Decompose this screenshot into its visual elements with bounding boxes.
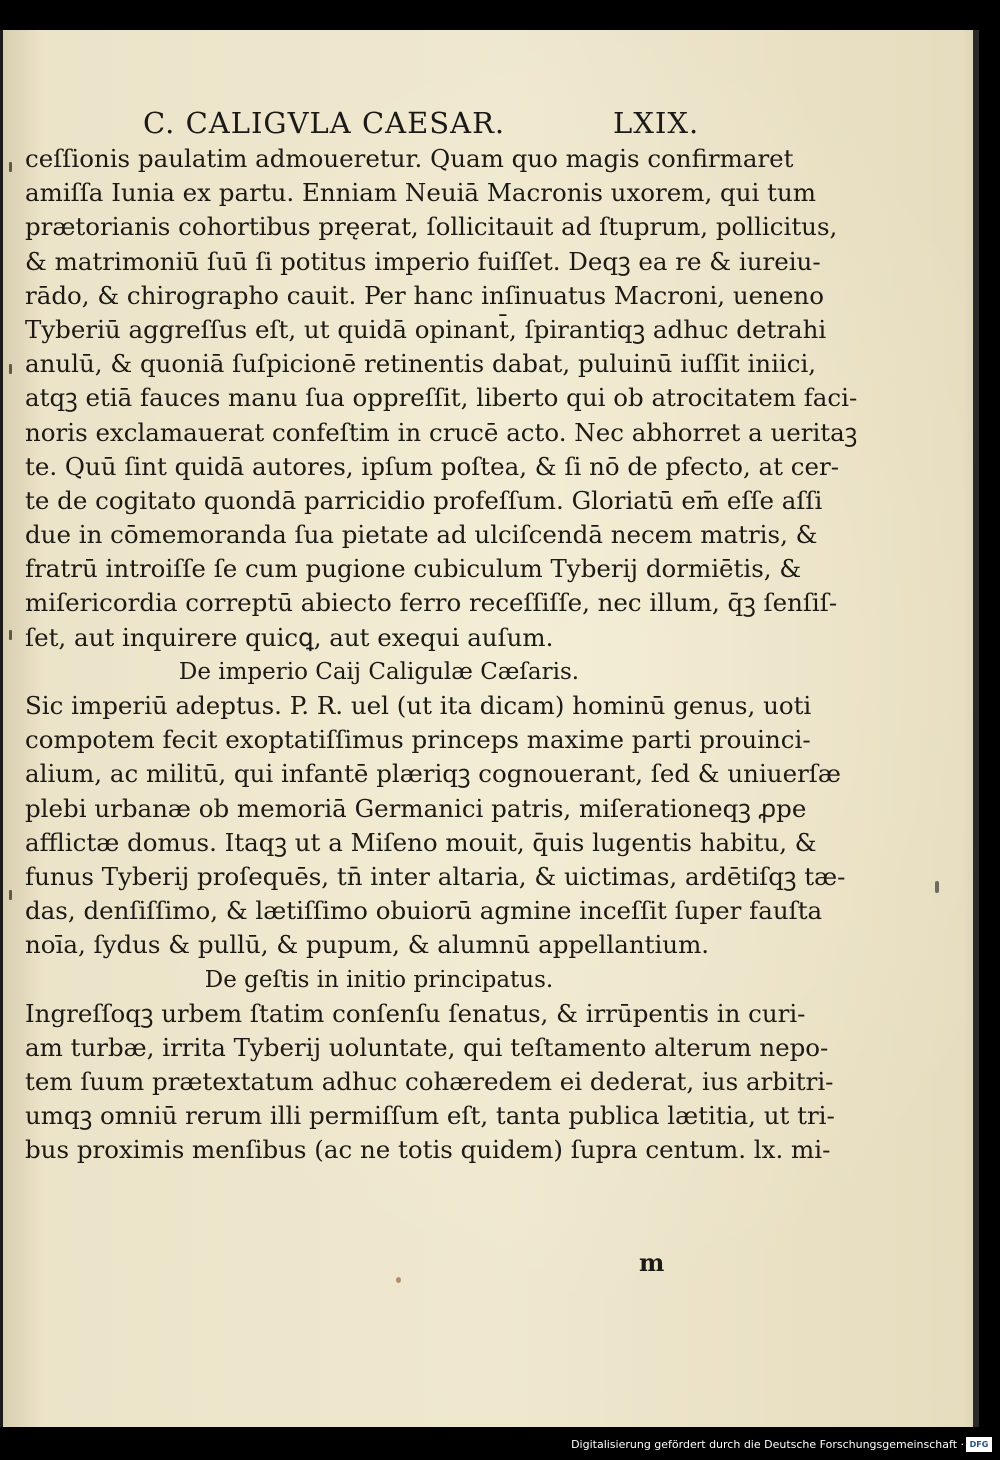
paragraph-3 bbox=[25, 997, 835, 1168]
text-line: ſet, aut inquirere quicꝗ, aut exequi auſum. bbox=[25, 622, 554, 652]
paragraph-1 bbox=[25, 142, 858, 655]
text-line: noris exclamauerat confeſtim in crucē acto. Nec abhorret a ueritaꝫ bbox=[25, 417, 858, 447]
text-line: rādo, & chirographo cauit. Per hanc inſinuatus Macroni, ueneno bbox=[25, 280, 824, 310]
gutter-mark bbox=[9, 630, 12, 640]
text-line: das, denſiſſimo, & lætiſſimo obuiorū agmine inceſſit ſuper fauſta bbox=[25, 896, 823, 926]
text-line: funus Tyberij proſequēs, tn̄ inter altaria, & uictimas, ardētiſqꝫ tæ‑ bbox=[25, 861, 846, 891]
text-line: tem ſuum prætextatum adhuc cohæredem ei dederat, ius arbitri‑ bbox=[25, 1067, 834, 1097]
text-line: amiſſa Iunia ex partu. Enniam Neuiā Macronis uxorem, qui tum bbox=[25, 178, 816, 208]
dfg-logo: DFG bbox=[966, 1437, 992, 1452]
text-line: atqꝫ etiā fauces manu ſua oppreſſit, liberto qui ob atrocitatem faci‑ bbox=[25, 383, 858, 413]
text-line: te de cogitato quondā parricidio profeſſum. Gloriatū em̄ eſſe aſſi bbox=[25, 485, 823, 515]
margin-mark bbox=[935, 881, 939, 893]
text-line: plebi urbanæ ob memoriā Germanici patris, miſerationeqꝫ ꝓpe bbox=[25, 793, 807, 823]
text-line: te. Quū ſint quidā autores, ipſum poſtea, & ſi nō de pfecto, at cer‑ bbox=[25, 451, 839, 481]
gutter-mark bbox=[9, 364, 12, 374]
running-head bbox=[3, 106, 979, 146]
folio-number: LXIX. bbox=[613, 106, 700, 140]
catchword: m bbox=[639, 1248, 665, 1277]
paper-stain bbox=[396, 1277, 401, 1283]
text-line: Tyberiū aggreſſus eſt, ut quidā opinant̄, ſpirantiqꝫ adhuc detrahi bbox=[25, 314, 827, 344]
book-page bbox=[0, 30, 979, 1427]
text-line: bus proximis menſibus (ac ne totis quidem) ſupra centum. lx. mi‑ bbox=[25, 1135, 831, 1165]
funding-credit: Digitalisierung gefördert durch die Deutsche Forschungsgemeinschaft · bbox=[571, 1438, 964, 1451]
paragraph-2 bbox=[25, 689, 846, 963]
text-line: noīa, ſydus & pullū, & pupum, & alumnū appellantium. bbox=[25, 930, 710, 960]
text-line: fratrū introiſſe ſe cum pugione cubiculum Tyberij dormiētis, & bbox=[25, 554, 802, 584]
text-line: compotem fecit exoptatiſſimus princeps maxime parti prouinci‑ bbox=[25, 725, 811, 755]
text-line: due in cōmemoranda ſua pietate ad ulciſcendā necem matris, & bbox=[25, 520, 818, 550]
text-line: am turbæ, irrita Tyberij uoluntate, qui teſtamento alterum nepo‑ bbox=[25, 1032, 829, 1062]
section-heading: De geſtis in initio principatus. bbox=[204, 966, 554, 993]
text-line: alium, ac militū, qui infantē plæriqꝫ cognouerant, ſed & uniuerſæ bbox=[25, 759, 841, 789]
text-line: Ingreſſoqꝫ urbem ſtatim conſenſu ſenatus, & irrūpentis in curi‑ bbox=[25, 998, 806, 1028]
text-line: ceſſionis paulatim admoueretur. Quam quo magis confirmaret bbox=[25, 144, 794, 173]
text-block bbox=[25, 142, 858, 1168]
text-line: & matrimoniū ſuū ſi potitus imperio fuiſſet. Deqꝫ ea re & iureiu‑ bbox=[25, 246, 821, 276]
section-heading: De imperio Caij Caligulæ Cæſaris. bbox=[178, 658, 580, 685]
text-line: anulū, & quoniā ſuſpicionē retinentis dabat, puluinū iuſſit iniici, bbox=[25, 349, 817, 379]
gutter-mark bbox=[9, 162, 12, 172]
running-title: C. CALIGVLA CAESAR. bbox=[143, 106, 506, 140]
footer-bar bbox=[0, 1427, 1000, 1460]
text-line: afflictæ domus. Itaqꝫ ut a Miſeno mouit, q̄uis lugentis habitu, & bbox=[25, 827, 817, 857]
text-line: umqꝫ omniū rerum illi permiſſum eſt, tanta publica lætitia, ut tri‑ bbox=[25, 1101, 835, 1131]
text-line: prætorianis cohortibus pręerat, ſollicitauit ad ſtuprum, pollicitus, bbox=[25, 212, 838, 242]
page-edge-shadow bbox=[973, 30, 979, 1427]
gutter-mark bbox=[9, 890, 12, 900]
text-line: miſericordia correptū abiecto ferro receſſiſſe, nec illum, q̄ꝫ ſenſiſ‑ bbox=[25, 588, 838, 618]
text-line: Sic imperiū adeptus. P. R. uel (ut ita dicam) hominū genus, uoti bbox=[25, 691, 812, 720]
